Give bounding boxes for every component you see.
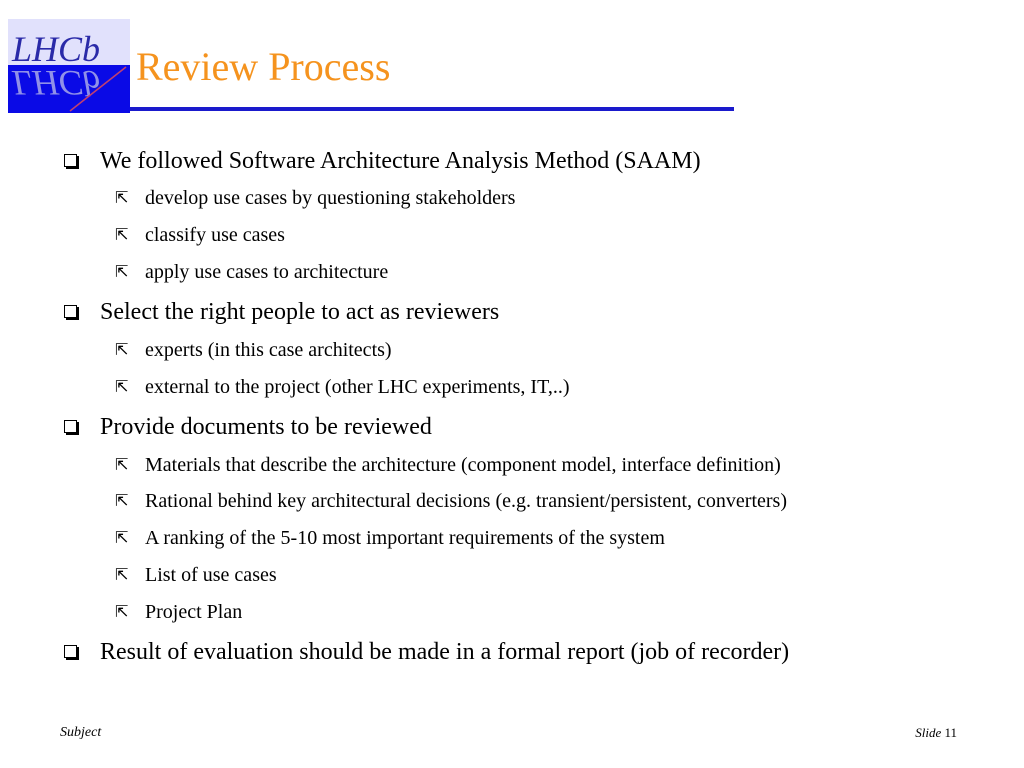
sub-bullet-item <box>115 562 277 588</box>
bullet-item <box>64 637 789 667</box>
bullet-item <box>64 146 701 176</box>
arrow-up-left-icon: ⇱ <box>115 455 129 474</box>
bullet-text: Provide documents to be reviewed <box>100 414 432 440</box>
sub-bullet-item <box>115 337 392 363</box>
slide-label: Slide <box>915 725 942 740</box>
arrow-up-left-icon: ⇱ <box>115 602 129 621</box>
square-bullet-icon <box>64 420 77 433</box>
bullet-text: Select the right people to act as reviewers <box>100 299 500 325</box>
sub-bullet-item <box>115 374 569 400</box>
slide-number: 11 <box>944 725 957 740</box>
sub-bullet-item <box>115 599 242 625</box>
footer-subject: Subject <box>60 725 102 740</box>
sub-bullet-item <box>115 259 388 285</box>
arrow-up-left-icon: ⇱ <box>115 262 129 281</box>
arrow-up-left-icon: ⇱ <box>115 188 129 207</box>
sub-bullet-text: develop use cases by questioning stakeholders <box>145 187 516 209</box>
bullet-text: Result of evaluation should be made in a formal report (job of recorder) <box>100 639 790 665</box>
logo-text-bottom: LHCb <box>12 63 101 103</box>
sub-bullet-text: external to the project (other LHC experiments, IT,..) <box>145 376 570 398</box>
arrow-up-left-icon: ⇱ <box>115 340 129 359</box>
sub-bullet-item <box>115 185 515 211</box>
bullet-item <box>64 297 499 327</box>
sub-bullet-text: Rational behind key architectural decisions (e.g. transient/persistent, converters) <box>145 490 788 512</box>
footer-slide-number <box>915 724 957 742</box>
square-bullet-icon <box>64 645 77 658</box>
sub-bullet-text: A ranking of the 5-10 most important requirements of the system <box>145 527 665 549</box>
sub-bullet-item <box>115 222 285 248</box>
sub-bullet-text: Materials that describe the architecture (component model, interface definition) <box>145 454 781 476</box>
square-bullet-icon <box>64 154 77 167</box>
arrow-up-left-icon: ⇱ <box>115 528 129 547</box>
sub-bullet-item <box>115 452 781 478</box>
bullet-item <box>64 412 432 442</box>
square-bullet-icon <box>64 305 77 318</box>
arrow-up-left-icon: ⇱ <box>115 377 129 396</box>
logo-text-top: LHCb <box>12 29 101 69</box>
sub-bullet-text: Project Plan <box>145 601 243 623</box>
sub-bullet-item <box>115 488 787 514</box>
bullet-text: We followed Software Architecture Analysis Method (SAAM) <box>100 148 701 174</box>
sub-bullet-text: classify use cases <box>145 224 285 246</box>
sub-bullet-item <box>115 525 665 551</box>
sub-bullet-text: apply use cases to architecture <box>145 261 389 283</box>
arrow-up-left-icon: ⇱ <box>115 225 129 244</box>
sub-bullet-text: List of use cases <box>145 564 277 586</box>
sub-bullet-text: experts (in this case architects) <box>145 339 392 361</box>
slide-title: Review Process <box>136 44 391 89</box>
arrow-up-left-icon: ⇱ <box>115 491 129 510</box>
arrow-up-left-icon: ⇱ <box>115 565 129 584</box>
